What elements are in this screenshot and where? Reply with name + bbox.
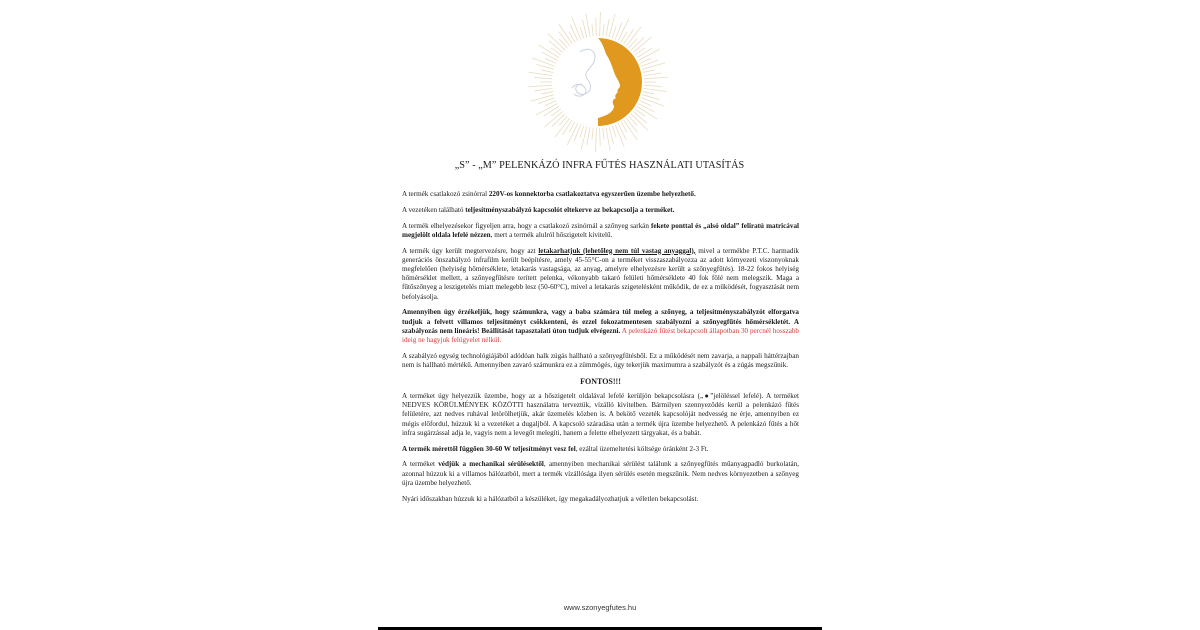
sun-ray [552,114,565,127]
paragraph-damage: A terméket védjük a mechanikai sérülésektől, amennyiben mechanikai sérülést találunk a szőnyegfűtés műanyagpadló burkolatán, azonnal húzzuk ki a villamos hálózatból, mert a termék vízállósága ilyen sérülés esetén megszűnik. Nem nedves környezetben a szőnyeg újra üzembe helyezhető. [402,460,799,487]
sun-ray [644,73,662,76]
sun-ray [541,52,557,60]
sun-ray [642,63,665,70]
sun-ray [581,127,587,150]
sun-ray [644,85,662,86]
footer-website: www.szonyegfutes.hu [563,603,637,612]
sun-ray [644,88,668,91]
sun-ray [562,120,572,135]
paragraph-noise: A szabályzó egység technológiájából adódóan halk zúgás hallható a szőnyegfűtésből. Ez a működését nem zavarja, a nappali háttérzajban nem is hallható mértékű. Amennyiben zavaró számunkra ez a zümmögés, úgy tekerjük maximumra a szabályzót és a zúgás megszűnik. [402,351,799,370]
sun-ray [549,41,563,53]
instruction-document [402,160,799,510]
paragraph-important: A terméket úgy helyezzük üzembe, hogy az a hőszigetelt oldalával lefelé kerüljön bekapcsolásra („●”jelöléssel lefelé). A terméket NEDVES KÖRÜLMÉNYEK KÖZÖTTI használatra terveztük, vízálló kivitelben. Bármilyen szennyeződés kerül a pelenkázó fűtés felületére, azt nedves ruhával letörölhetjük, akár üzemelés közben is. A bekötő vezeték kapcsolóját nedvesség ne érje, amennyiben ez mégis előfordul, húzzuk ki a vezetéket a dugaljból. A kapcsoló száradása után a termék újra üzembe helyezhető. A pelenkázó fűtés a hőt infra sugárzással adja le, vagyis nem a levegőt melegíti, hanem a felette elhelyezett tárgyakat, és a babát. [402,392,799,437]
sun-ray [572,17,581,39]
sun-ray [586,13,590,37]
sun-ray [574,125,581,142]
sun-ray [629,116,637,125]
paragraph-switch: A vezetéken található teljesítményszabályzó kapcsolót eltekerve az bekapcsolja a terméket. [402,205,675,214]
sun-ray [609,14,615,37]
paragraph-connection: A termék csatlakozó zsinórral 220V-os konnektorba csatlakoztatva egyszerűen üzembe helyezhető. [402,190,696,198]
important-heading: FONTOS!!! [580,376,621,386]
sun-ray [644,77,668,79]
sun-ray [592,128,593,140]
paragraph-regulation: Amennyiben úgy érzékeljük, hogy számunkra, vagy a baba számára túl meleg a szőnyeg, a teljesítményszabályzót elforgatva tudjuk a felvett villamos teljesítményt csökkenteni, és ezzel fokozatmentesen szabályozni a szőnyegfűtés hőmérsékletét. A szabályozás nem lineáris! Beállítását tapasztalati úton tudjuk elvégezni. A pelenkázó fűtést bekapcsolt állapotban 30 percnél hosszabb ideig ne hagyjuk felügyelet nélkül. [402,308,799,345]
sun-ray [637,48,652,58]
warning-text: A pelenkázó fűtést bekapcsolt állapotban 30 percnél hosszabb ideig ne hagyjuk felügyelet nélkül. [402,326,799,345]
paragraph-summer: Nyári időszakban húzzuk ki a hálózatból a készüléket, így megakadályozhatjuk a véletlen bekapcsolást. [402,494,699,503]
paragraph-power: A termék mérettől függően 30-60 W teljesítményt vesz fel, ezáltal üzemeltetési költsége óránként 2-3 Ft. [402,444,709,453]
brand-logo [528,12,668,152]
document-title: „S” - „M” PELENKÁZÓ INFRA FŰTÉS HASZNÁLATI UTASÍTÁS [454,160,745,171]
sun-ray [534,78,552,79]
sun-ray [600,128,601,146]
sun-ray [580,27,584,38]
sun-ray [544,106,559,116]
sun-ray [559,116,567,125]
sun-ray [641,98,664,106]
sun-ray [580,126,584,137]
sun-ray [583,20,587,37]
sun-ray [596,128,597,152]
sun-ray [529,72,553,75]
sun-ray [559,32,570,46]
sun-ray [596,18,597,36]
sun-ray [603,24,604,36]
sun-ray [626,118,637,132]
sun-ray [612,27,616,38]
sun-ray [559,39,567,48]
sun-ray [532,58,555,66]
sun-ray [609,127,613,144]
sun-ray [600,12,601,36]
sun-ray [618,123,626,139]
sun-ray [535,88,553,91]
sun-ray [615,125,624,147]
sun-ray [643,92,655,94]
paragraph-design: A termék úgy került megtervezésre, hogy azt letakarhatjuk (lehetőleg nem túl vastag anyaggal), mivel a termékbe P.T.C. harmadik generációs önszabályzó infrafilm került beépítésre, amely 45-55°C-on a terméket visszaszabályozza az adott környezeti viszonyoknak megfelelően (helyiség hőmérséklete, letakarás vastagsága, az anyag, amelyre elhelyezésre került a szőnyegfűtés). 18-22 fokos helyiség hőmérséklet mellett, a szőnyegfűtésre terített pelenka, vékonyabb takaró felületi hőmérséklete 40 fok fölé nem melegszik. Maga a fűtőszőnyeg a leszigetelés miatt melegebb lesz (50-60°C), mivel a letakarás szigetelésként működik, de ez a működését, fogyasztását nem befolyásolja. [402,246,799,301]
sun-ray [541,70,553,72]
sun-ray [531,95,554,102]
sun-ray [639,104,655,112]
sun-ray [631,38,644,51]
sun-ray [592,24,593,36]
sun-ray [606,127,610,151]
sun-ray [603,128,604,140]
sun-ray [624,29,634,44]
sun-ray [629,39,637,48]
sun-ray [612,126,616,137]
sun-ray [615,23,622,40]
sun-ray [633,112,647,124]
sun-ray [541,92,553,94]
sun-ray [606,19,609,37]
sun-ray [570,24,578,40]
sun-ray [528,85,552,87]
sun-ray [587,127,590,145]
paragraph-placement: A termék elhelyezésekor figyeljen arra, hogy a csatlakozó zsinórnál a szőnyeg sarkán fekete ponttal és „alsó oldal” feliratú matricával megjelölt oldala lefelé nézzen, mert a termék alulról hőszigetelt kivitelű. [402,221,800,239]
sun-ray [643,70,655,72]
sun-face-logo-icon [528,12,668,152]
